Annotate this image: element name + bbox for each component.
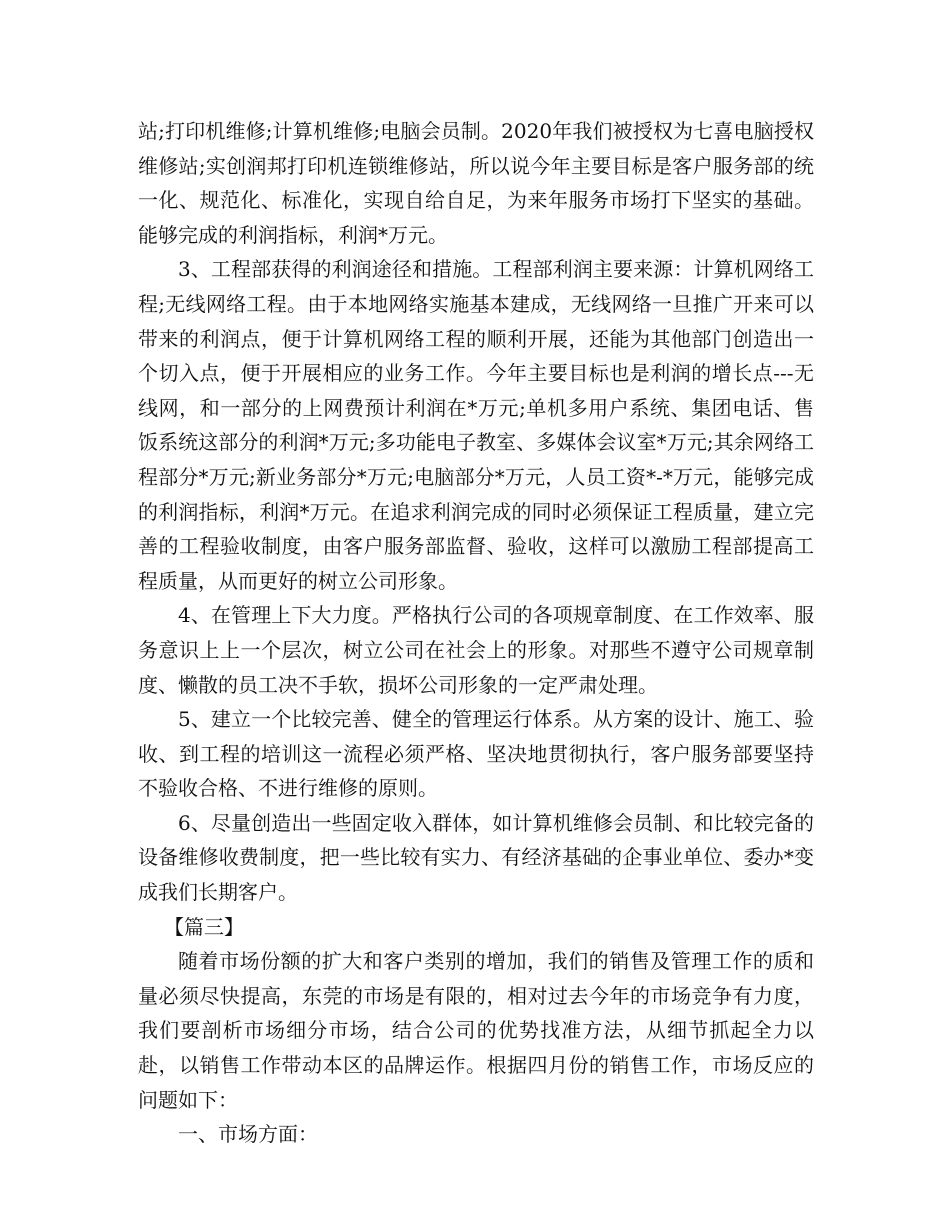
section-heading: 【篇三】 <box>164 914 244 939</box>
paragraph-item-6: 6、尽量创造出一些固定收入群体，如计算机维修会员制、和比较完备的设备维修收费制度，把一些比较有实力、有经济基础的企事业单位、委办*变成我们长期客户。 <box>138 810 814 905</box>
paragraph-intro: 随着市场份额的扩大和客户类别的增加，我们的销售及管理工作的质和量必须尽快提高，东莞的市场是有限的，相对过去今年的市场竞争有力度，我们要剖析市场细分市场，结合公司的优势找准方法，从细节抓起全力以赴，以销售工作带动本区的品牌运作。根据四月份的销售工作，市场反应的问题如下： <box>138 949 814 1112</box>
paragraph-item-3: 3、工程部获得的利润途径和措施。工程部利润主要来源：计算机网络工程;无线网络工程。由于本地网络实施基本建成，无线网络一旦推广开来可以带来的利润点，便于计算机网络工程的顺利开展，还能为其他部门创造出一个切入点，便于开展相应的业务工作。今年主要目标也是利润的增长点---无线网，和一部分的上网费预计利润在*万元;单机多用户系统、集团电话、售饭系统这部分的利润*万元;多功能电子教室、多媒体会议室*万元;其余网络工程部分*万元;新业务部分*万元;电脑部分*万元，人员工资*-*万元，能够完成的利润指标，利润*万元。在追求利润完成的同时必须保证工程质量，建立完善的工程验收制度，由客户服务部监督、验收，这样可以激励工程部提高工程质量，从而更好的树立公司形象。 <box>138 257 814 593</box>
paragraph-item-4: 4、在管理上下大力度。严格执行公司的各项规章制度、在工作效率、服务意识上上一个层次，树立公司在社会上的形象。对那些不遵守公司规章制度、懒散的员工决不手软，损坏公司形象的一定严肃处理。 <box>138 603 814 697</box>
document-body <box>138 114 814 1152</box>
paragraph-continuation: 站;打印机维修;计算机维修;电脑会员制。2020年我们被授权为七喜电脑授权维修站;实创润邦打印机连锁维修站，所以说今年主要目标是客户服务部的统一化、规范化、标准化，实现自给自足，为来年服务市场打下坚实的基础。能够完成的利润指标，利润*万元。 <box>138 119 814 247</box>
paragraph-item-5: 5、建立一个比较完善、健全的管理运行体系。从方案的设计、施工、验收、到工程的培训这一流程必须严格、坚决地贯彻执行，客户服务部要坚持不验收合格、不进行维修的原则。 <box>138 707 814 801</box>
subheading-market: 一、市场方面： <box>178 1122 318 1147</box>
